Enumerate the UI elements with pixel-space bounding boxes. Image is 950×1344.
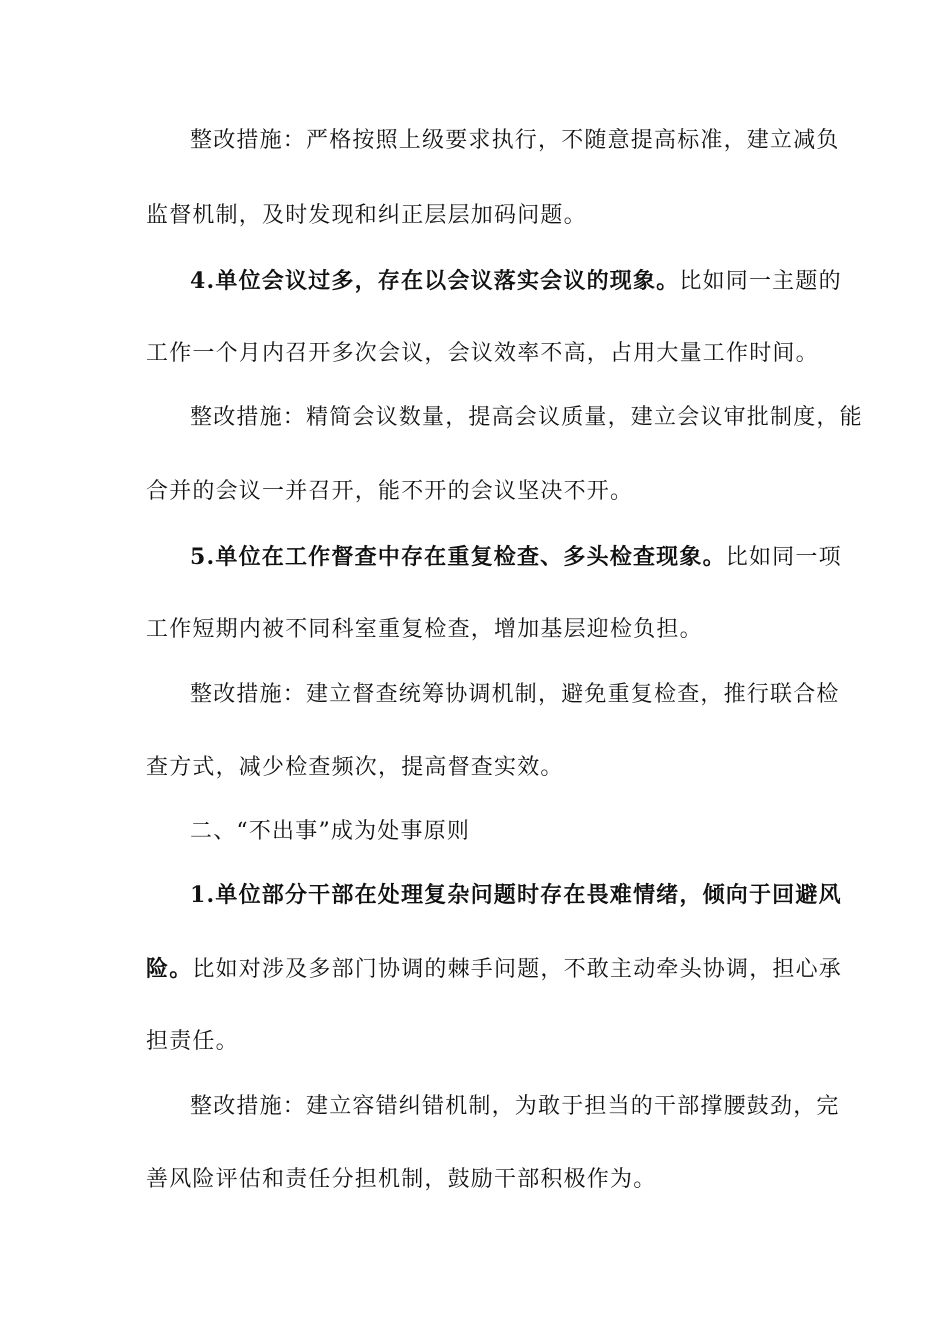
section-heading-2	[190, 817, 806, 847]
measure-text: 监督机制，及时发现和纠正层层加码问题。	[146, 203, 587, 228]
measure-text: 整改措施：建立督查统筹协调机制，避免重复检查，推行联合检	[190, 682, 840, 707]
paragraph-line-15	[190, 1092, 840, 1122]
measure-text: 善风险评估和责任分担机制，鼓励干部积极作为。	[146, 1167, 657, 1192]
heading-item-1-line-1	[190, 880, 842, 910]
example-text: 工作一个月内召开多次会议，会议效率不高，占用大量工作时间。	[146, 341, 819, 366]
paragraph-line-8	[146, 615, 806, 645]
item-1-heading: 1.单位部分干部在处理复杂问题时存在畏难情绪，倾向于回避风	[190, 882, 842, 908]
measure-text: 整改措施：精简会议数量，提高会议质量，建立会议审批制度，能	[190, 405, 863, 430]
item-4-heading: 4.单位会议过多，存在以会议落实会议的现象。	[190, 268, 680, 294]
paragraph-line-10	[146, 753, 806, 783]
paragraph-line-2	[146, 201, 806, 231]
example-text: 比如对涉及多部门协调的棘手问题，不敢主动牵头协调，担心承	[192, 957, 843, 982]
measure-text: 整改措施：建立容错纠错机制，为敢于担当的干部撑腰鼓劲，完	[190, 1094, 840, 1119]
paragraph-line-5	[190, 403, 863, 433]
heading-item-4-line-1	[190, 266, 842, 296]
item-1-heading-end: 险。	[146, 956, 193, 982]
paragraph-line-4	[146, 339, 819, 369]
measure-text: 查方式，减少检查频次，提高督查实效。	[146, 755, 564, 780]
paragraph-line-16	[146, 1165, 806, 1195]
section-title: 二、“不出事”成为处事原则	[190, 819, 471, 844]
heading-item-5-line-1	[190, 542, 842, 572]
example-text: 担责任。	[146, 1029, 239, 1054]
paragraph-line-6	[146, 477, 806, 507]
example-text: 比如同一主题的	[679, 269, 842, 294]
item-5-heading: 5.单位在工作督查中存在重复检查、多头检查现象。	[190, 544, 726, 570]
paragraph-line-9	[190, 680, 840, 710]
measure-text: 整改措施：严格按照上级要求执行，不随意提高标准，建立减负	[190, 128, 840, 153]
measure-text: 合并的会议一并召开，能不开的会议坚决不开。	[146, 479, 634, 504]
example-text: 工作短期内被不同科室重复检查，增加基层迎检负担。	[146, 617, 703, 642]
paragraph-line-14	[146, 1027, 806, 1057]
example-text: 比如同一项	[725, 545, 842, 570]
heading-item-1-line-2	[146, 954, 843, 984]
paragraph-line-1	[190, 126, 840, 156]
